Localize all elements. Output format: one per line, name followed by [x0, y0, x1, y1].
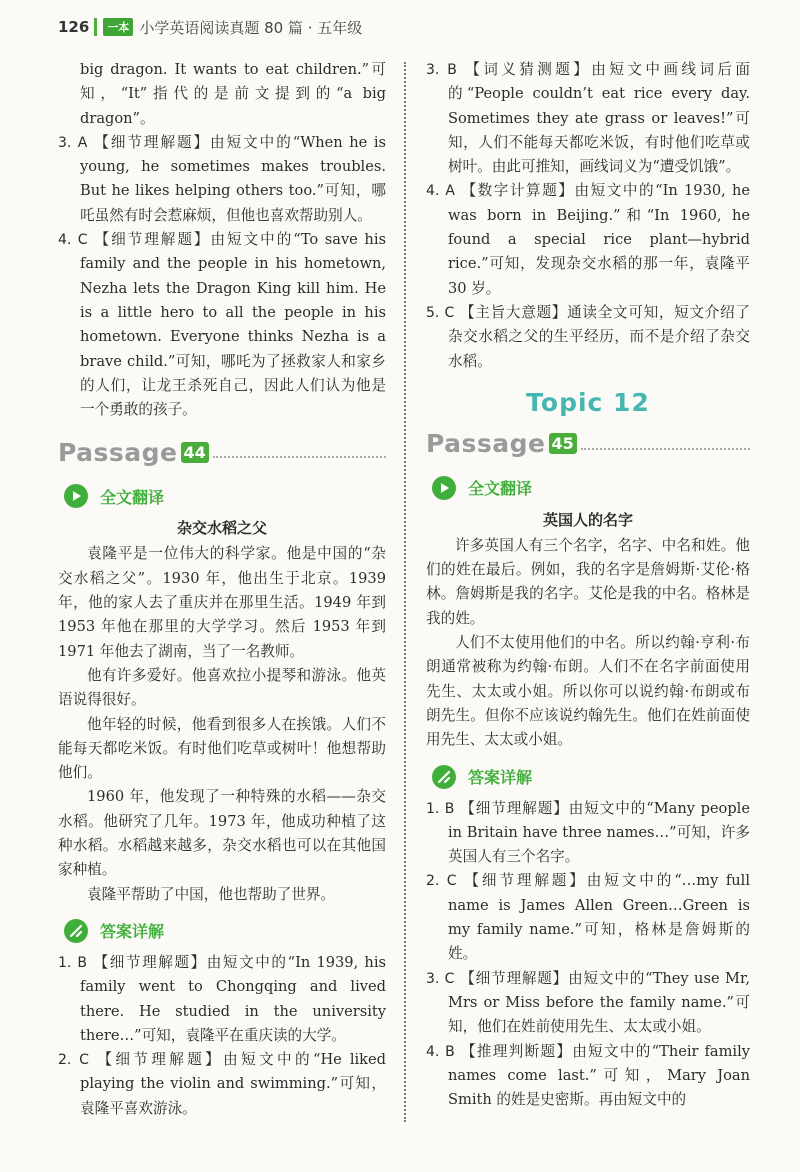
answer-item — [58, 951, 386, 1048]
dotted-rule — [581, 448, 750, 450]
answer-text: 【细节理解题】由短文中的“They use Mr, Mrs or Miss before the family name.”可知，他们在姓前使用先生、太太或小姐。 — [448, 969, 750, 1036]
answer-item — [426, 58, 750, 179]
section-heading — [58, 478, 386, 514]
passage-heading — [426, 424, 750, 464]
answer-label: 4. B — [426, 1043, 455, 1060]
answer-label: 1. B — [58, 954, 87, 971]
right-column — [426, 58, 750, 1112]
passage-word: Passage — [58, 437, 178, 467]
answer-item — [58, 131, 386, 228]
section-heading — [426, 470, 750, 506]
answer-label: 4. A — [426, 183, 455, 200]
section-heading — [426, 759, 750, 795]
answer-text: 【数字计算题】由短文中的“In 1930, he was born in Beijing.”和“In 1960, he found a special rice plant—hybrid rice.”可知，发现杂交水稻的那一年，袁隆平 30 岁。 — [448, 182, 750, 297]
continued-text: big dragon. It wants to eat children.”可知，“It”指代的是前文提到的“a big dragon”。 — [80, 61, 386, 127]
answer-item — [58, 1048, 386, 1121]
passage-heading — [58, 432, 386, 472]
section-title: 答案详解 — [100, 922, 165, 942]
story-paragraph: 人们不太使用他们的中名。所以约翰·亨利·布朗通常被称为约翰·布朗。人们不在名字前面使用先生、太太或小姐。所以你可以说约翰·布朗或布朗先生。但你不应该说约翰先生。他们在姓前面使用先生、太太或小姐。 — [426, 634, 750, 749]
play-icon — [432, 476, 456, 500]
topic-heading: Topic 12 — [526, 387, 650, 417]
answer-text: 【细节理解题】由短文中的“Many people in Britain have three names…”可知，许多英国人有三个名字。 — [448, 799, 750, 866]
column-divider — [404, 62, 406, 1122]
answer-item — [58, 228, 386, 422]
answer-label: 4. C — [58, 232, 88, 249]
answer-icon — [432, 765, 456, 789]
answer-item — [426, 1040, 750, 1113]
answer-item — [426, 967, 750, 1040]
answer-icon — [64, 919, 88, 943]
page-header — [58, 12, 362, 42]
play-icon — [64, 484, 88, 508]
story-title: 英国人的名字 — [542, 510, 633, 529]
answer-text: 【细节理解题】由短文中的“To save his family and the people in his hometown, Nezha lets the Dragon King kill him. He is a little hero to all the people in his hometown. Everyone thinks Nezha is a brave child.”可知，哪吒为了拯救家人和家乡的人们，让龙王杀死自己，因此人们认为他是一个勇敢的孩子。 — [80, 231, 386, 419]
answer-label: 3. C — [426, 970, 455, 987]
passage-word: Passage — [426, 429, 546, 459]
answer-label: 5. C — [426, 304, 455, 321]
section-title: 全文翻译 — [100, 487, 165, 507]
story-paragraph: 袁隆平帮助了中国，他也帮助了世界。 — [87, 885, 336, 903]
story-paragraph: 他有许多爱好。他喜欢拉小提琴和游泳。他英语说得很好。 — [58, 666, 386, 709]
series-title: 小学英语阅读真题 80 篇 · 五年级 — [139, 18, 363, 37]
answer-item — [426, 179, 750, 300]
story-title: 杂交水稻之父 — [176, 519, 267, 538]
answer-text: 【主旨大意题】通读全文可知，短文介绍了杂交水稻之父的生平经历，而不是介绍了杂交水稻。 — [448, 303, 750, 370]
answer-text: 【细节理解题】由短文中的“In 1939, his family went to Chongqing and lived there. He studied in the university there…”可知，袁隆平在重庆读的大学。 — [80, 953, 386, 1044]
dotted-rule — [213, 456, 386, 458]
answer-label: 2. C — [58, 1052, 89, 1069]
answer-text: 【细节理解题】由短文中的“…my full name is James Allen Green…Green is my family name.”可知，格林是詹姆斯的姓。 — [448, 872, 750, 963]
section-heading — [58, 913, 386, 949]
story-paragraph: 袁隆平是一位伟大的科学家。他是中国的“杂交水稻之父”。1930 年，他出生于北京。1939 年，他的家人去了重庆并在那里生活。1949 年到 1953 年他在那里的大学学习。然后 1953 年到 1971 年他去了湖南，当了一名教师。 — [58, 545, 386, 660]
answer-label: 2. C — [426, 873, 457, 890]
answer-label: 1. B — [426, 800, 455, 817]
answer-item — [426, 869, 750, 966]
answer-item — [426, 301, 750, 374]
section-title: 答案详解 — [468, 768, 533, 788]
answer-text: 【推理判断题】由短文中的“Their family names come last.”可知，Mary Joan Smith 的姓是史密斯。再由短文中的 — [448, 1042, 750, 1109]
passage-number: 44 — [181, 442, 209, 463]
answer-item — [426, 797, 750, 870]
left-column — [58, 58, 386, 1121]
answer-label: 3. A — [58, 134, 88, 151]
story-paragraph: 他年轻的时候，他看到很多人在挨饿。人们不能每天都吃米饭。有时他们吃草或树叶！他想帮助他们。 — [58, 715, 386, 782]
story-paragraph: 许多英国人有三个名字，名字、中名和姓。他们的姓在最后。例如，我的名字是詹姆斯·艾伦·格林。詹姆斯是我的名字。艾伦是我的中名。格林是我的姓。 — [426, 536, 750, 627]
header-divider — [94, 18, 97, 36]
answer-text: 【细节理解题】由短文中的“When he is young, he sometimes makes troubles. But he likes helping others too.”可知，哪吒虽然有时会惹麻烦，但他也喜欢帮助别人。 — [80, 133, 387, 224]
story-paragraph: 1960 年，他发现了一种特殊的水稻——杂交水稻。他研究了几年。1973 年，他成功种植了这种水稻。水稻越来越多，杂交水稻也可以在其他国家种植。 — [58, 788, 386, 879]
answer-text: 【词义猜测题】由短文中画线词后面的“People couldn’t eat rice every day. Sometimes they ate grass or leaves!”可知，人们不能每天都吃米饭，有时他们吃草或树叶。由此可推知，画线词义为“遭受饥饿”。 — [448, 61, 750, 176]
answer-label: 3. B — [426, 62, 457, 78]
answer-text: 【细节理解题】由短文中的“He liked playing the violin and swimming.”可知，袁隆平喜欢游泳。 — [80, 1051, 386, 1117]
passage-number: 45 — [549, 433, 577, 454]
section-title: 全文翻译 — [468, 479, 533, 499]
page-number: 126 — [58, 18, 90, 36]
brand-logo: 一本 — [103, 18, 133, 36]
